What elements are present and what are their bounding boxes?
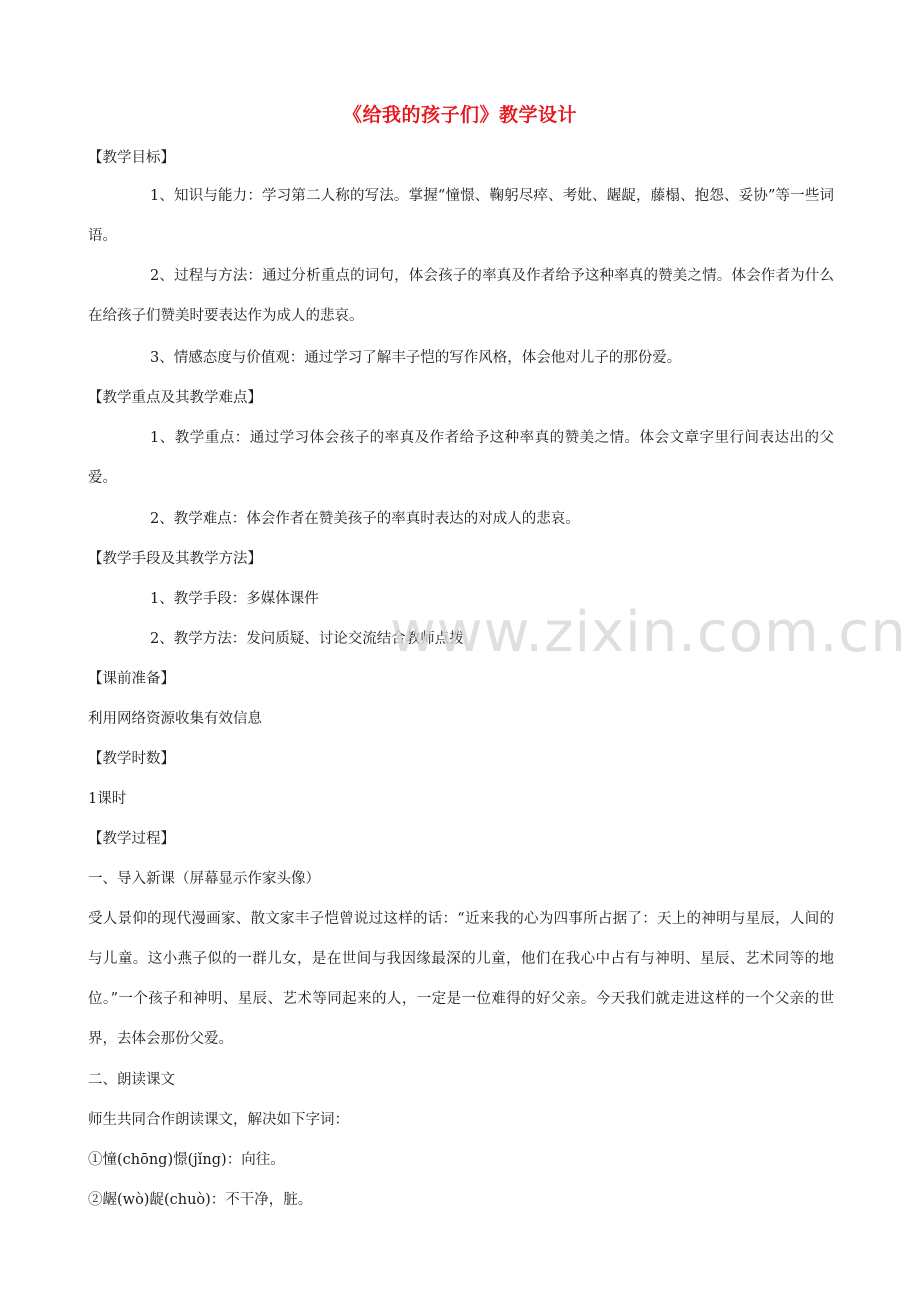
section-heading-process: 【教学过程】 (88, 831, 175, 847)
hours-text: 1课时 (88, 791, 127, 807)
goal-item-1: 1、知识与能力：学习第二人称的写法。掌握“憧憬、鞠躬尽瘁、考妣、龌龊，藤榻、抱怨、妥协”等一些词语。 (88, 188, 834, 244)
document-title: 《给我的孩子们》教学设计 (342, 104, 577, 126)
section-heading-goals: 【教学目标】 (88, 150, 175, 166)
word-note-1: ①憧(chōng)憬(jǐng)：向往。 (88, 1152, 285, 1168)
step-1-text: 受人景仰的现代漫画家、散文家丰子恺曾说过这样的话：“近来我的心为四事所占据了：天上的神明与星辰，人间的与儿童。这小燕子似的一群儿女，是在世间与我因缘最深的儿童，他们在我心中占有与神明、星辰、艺术同等的地位。”一个孩子和神明、星辰、艺术等同起来的人，一定是一位难得的好父亲。今天我们就走进这样的一个父亲的世界，去体会那份父爱。 (88, 911, 834, 1047)
means-item-2: 2、教学方法：发问质疑、讨论交流结合教师点拨 (150, 631, 464, 647)
step-2-text: 师生共同合作朗读课文，解决如下字词： (88, 1112, 349, 1128)
step-2-heading: 二、朗读课文 (88, 1072, 175, 1088)
goal-item-2: 2、过程与方法：通过分析重点的词句，体会孩子的率真及作者给予这种率真的赞美之情。体会作者为什么在给孩子们赞美时要表达作为成人的悲哀。 (88, 268, 834, 324)
section-heading-key-points: 【教学重点及其教学难点】 (88, 390, 262, 406)
watermark: www.zixin.com.cn (390, 600, 907, 665)
section-heading-means: 【教学手段及其教学方法】 (88, 551, 262, 567)
key-point-2: 2、教学难点：体会作者在赞美孩子的率真时表达的对成人的悲哀。 (150, 511, 580, 527)
preparation-text: 利用网络资源收集有效信息 (88, 711, 262, 727)
step-1-heading: 一、导入新课（屏幕显示作家头像） (88, 871, 320, 887)
section-heading-hours: 【教学时数】 (88, 751, 175, 767)
goal-item-3: 3、情感态度与价值观：通过学习了解丰子恺的写作风格，体会他对儿子的那份爱。 (150, 350, 682, 366)
section-heading-preparation: 【课前准备】 (88, 671, 175, 687)
word-note-2: ②龌(wò)龊(chuò)：不干净，脏。 (88, 1192, 313, 1208)
key-point-1: 1、教学重点：通过学习体会孩子的率真及作者给予这种率真的赞美之情。体会文章字里行间表达出的父爱。 (88, 430, 834, 486)
means-item-1: 1、教学手段：多媒体课件 (150, 591, 319, 607)
